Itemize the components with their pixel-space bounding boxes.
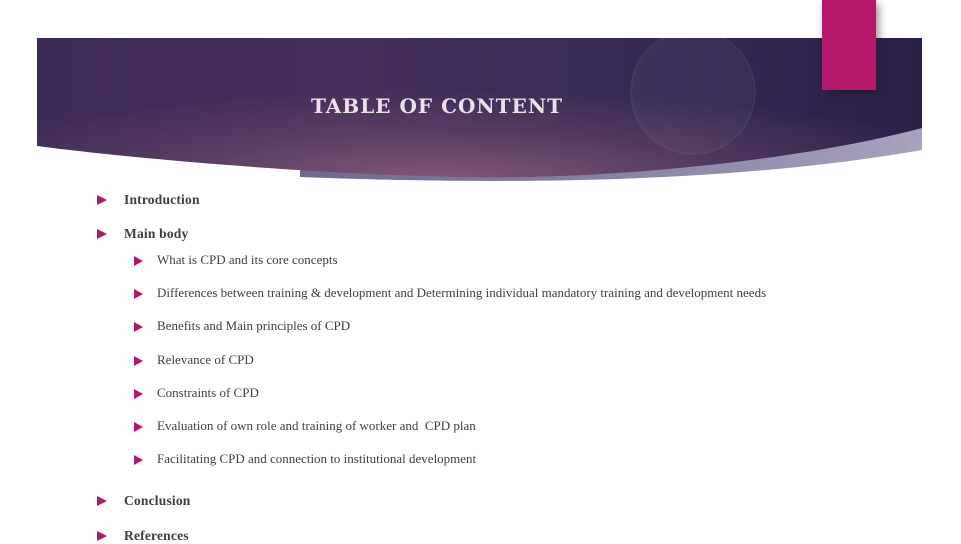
toc-subitem-facilitating [134,451,476,467]
toc-item-conclusion [97,493,191,509]
bullet-triangle-icon [97,229,107,239]
bullet-triangle-icon [134,322,143,332]
toc-item-label: Conclusion [124,493,191,508]
accent-tab [822,0,876,90]
toc-item-label: Constraints of CPD [157,385,259,400]
toc-subitem-benefits [134,318,350,334]
bullet-triangle-icon [134,289,143,299]
toc-subitem-differences [134,285,766,301]
toc-item-label: What is CPD and its core concepts [157,252,338,267]
toc-item-main-body [97,226,188,242]
toc-subitem-what-is-cpd [134,252,338,268]
toc-item-label: Main body [124,226,189,241]
toc-subitem-constraints [134,385,259,401]
bullet-triangle-icon [134,389,143,399]
bullet-triangle-icon [97,496,107,506]
bullet-triangle-icon [134,455,143,465]
toc-item-references [97,528,189,544]
lens-flare-circle [631,30,755,154]
toc-item-label: Facilitating CPD and connection to institutional development [157,451,477,466]
page-title: TABLE OF CONTENT [311,94,563,118]
toc-subitem-relevance [134,352,254,368]
toc-item-label: Differences between training & development and Determining individual mandatory training and development needs [157,285,767,300]
toc-item-label: Evaluation of own role and training of worker and CPD plan [157,418,476,433]
toc-item-label: Relevance of CPD [157,352,254,367]
bullet-triangle-icon [134,256,143,266]
toc-item-label: Benefits and Main principles of CPD [157,318,351,333]
bullet-triangle-icon [134,422,143,432]
toc-item-label: References [124,528,189,543]
toc-subitem-evaluation [134,418,476,434]
toc-item-label: Introduction [124,192,200,207]
bullet-triangle-icon [134,356,143,366]
